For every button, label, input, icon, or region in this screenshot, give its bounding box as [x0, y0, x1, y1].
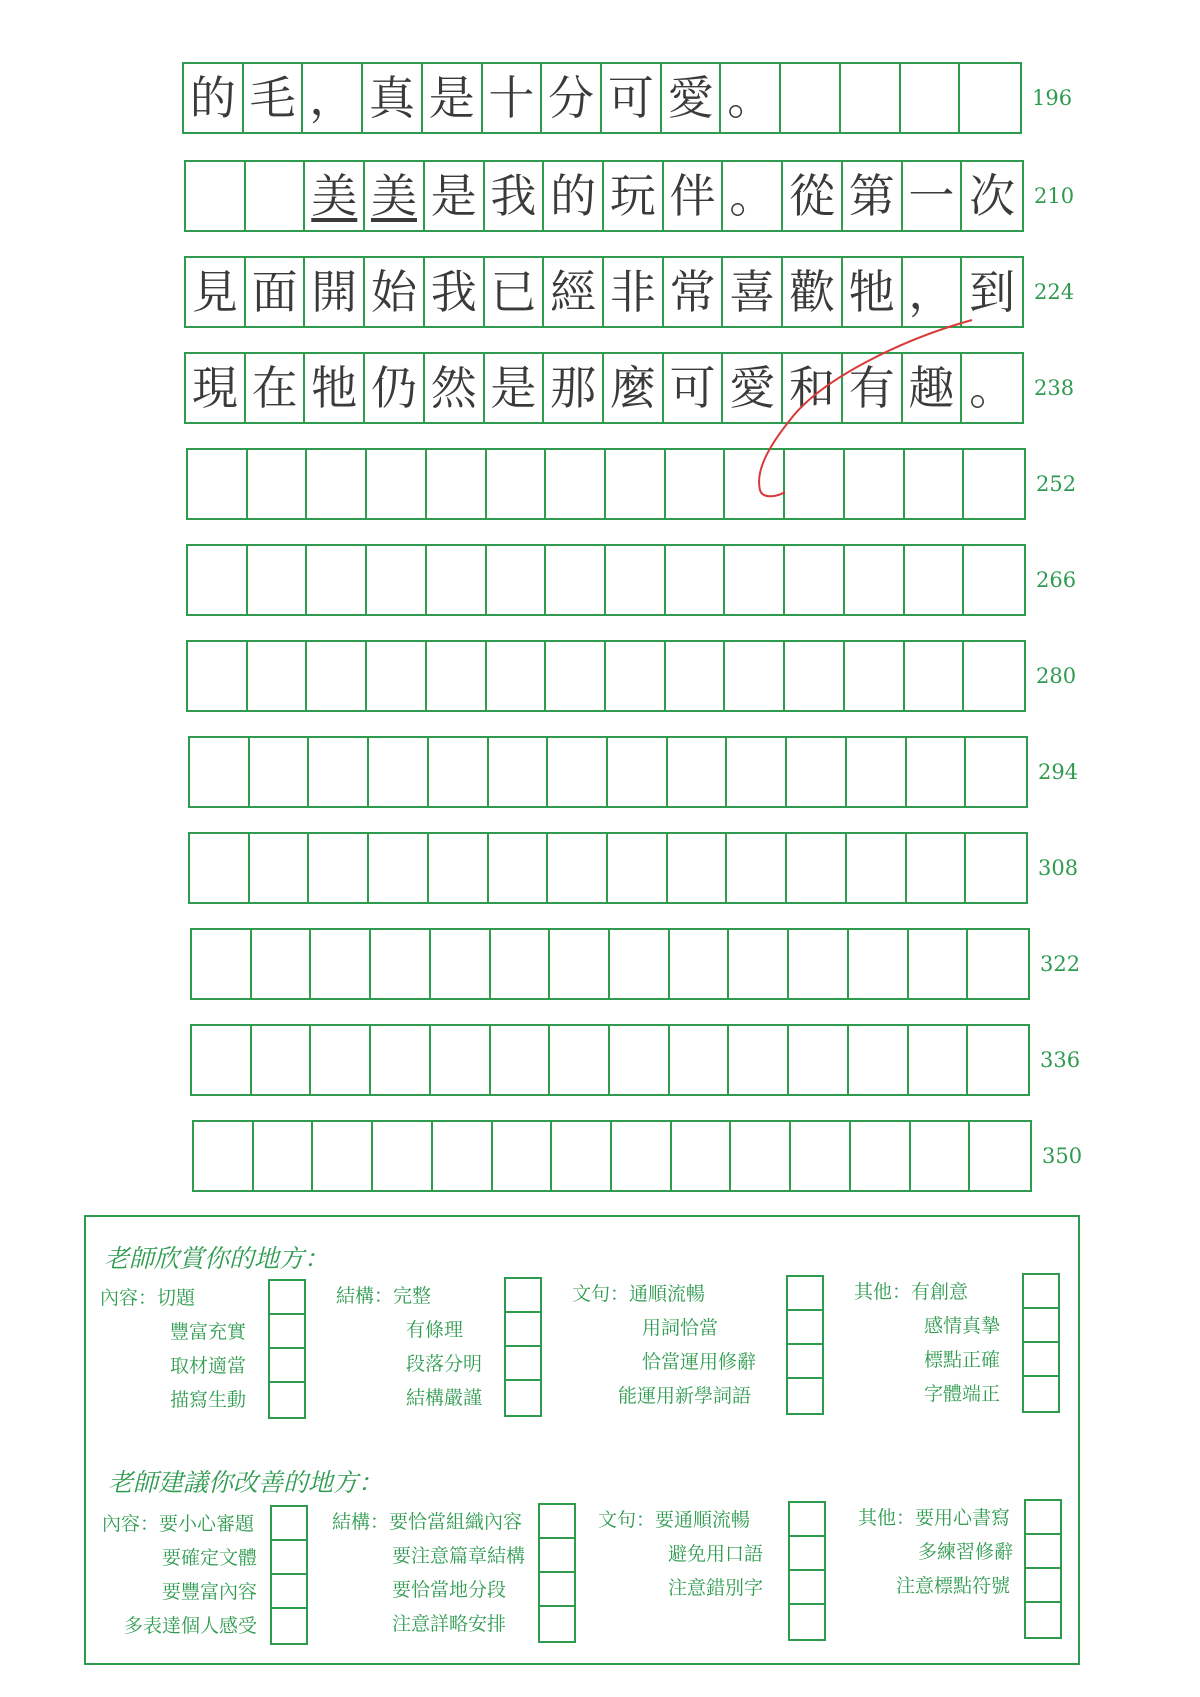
grid-cell: 美 [305, 162, 365, 230]
appreciate-title: 老師欣賞你的地方： [104, 1244, 330, 1273]
grid-cell [729, 930, 789, 998]
grid-cell [909, 930, 969, 998]
grid-cell [546, 642, 606, 710]
checkbox[interactable] [272, 1507, 306, 1541]
grid-cell [546, 450, 606, 518]
grid-cell: 非 [604, 258, 664, 326]
grid-cell [252, 1026, 312, 1094]
grid-cell [192, 930, 252, 998]
checkbox[interactable] [788, 1379, 822, 1413]
grid-cell: 可 [602, 64, 662, 132]
grid-cell [666, 450, 726, 518]
grid-cell: 。 [721, 64, 781, 132]
grid-cell [369, 834, 429, 902]
grid-cell [729, 1026, 789, 1094]
grid-cell: 經 [544, 258, 604, 326]
grid-cell: 是 [423, 64, 483, 132]
grid-cell: 我 [425, 258, 485, 326]
grid-cell [309, 738, 369, 806]
improve-item: 注意詳略安排 [392, 1613, 507, 1635]
checkbox[interactable] [506, 1381, 540, 1415]
improve-item: 內容：要小心審題 [102, 1513, 255, 1535]
grid-cell: 已 [485, 258, 545, 326]
grid-cell [670, 1026, 730, 1094]
grid-cell [725, 546, 785, 614]
appreciate-item: 有條理 [406, 1319, 464, 1341]
grid-cell: 第 [843, 162, 903, 230]
grid-cell: 喜 [723, 258, 783, 326]
grid-cell [371, 930, 431, 998]
grid-row [190, 1024, 1030, 1096]
appreciate-item: 文句：通順流暢 [572, 1283, 706, 1305]
grid-cell [427, 546, 487, 614]
grid-cell [909, 1026, 969, 1094]
grid-cell [371, 1026, 431, 1094]
grid-cell [670, 930, 730, 998]
grid-cell [246, 162, 306, 230]
grid-cell [367, 642, 427, 710]
grid-cell [666, 546, 726, 614]
grid-cell [966, 738, 1026, 806]
grid-cell: 十 [483, 64, 543, 132]
grid-cell [851, 1122, 911, 1190]
grid-cell: 始 [365, 258, 425, 326]
grid-cell [252, 930, 312, 998]
improve-title: 老師建議你改善的地方： [108, 1468, 384, 1497]
grid-cell [668, 834, 728, 902]
grid-cell: 從 [783, 162, 843, 230]
checkbox[interactable] [506, 1279, 540, 1313]
grid-cell: 毛 [244, 64, 304, 132]
grid-cell: 愛 [723, 354, 783, 422]
grid-row [190, 928, 1030, 1000]
improve-item: 要確定文體 [162, 1547, 258, 1569]
grid-cell [608, 738, 668, 806]
grid-cell [493, 1122, 553, 1190]
grid-cell [186, 162, 246, 230]
grid-cell [727, 738, 787, 806]
grid-cell [369, 738, 429, 806]
row-char-count: 224 [1034, 280, 1075, 304]
improve-item: 文句：要通順流暢 [598, 1509, 751, 1531]
grid-cell: 愛 [662, 64, 722, 132]
checkbox-column [268, 1279, 306, 1419]
grid-cell [727, 834, 787, 902]
grid-cell [548, 738, 608, 806]
grid-row [188, 736, 1028, 808]
grid-cell: 次 [969, 169, 1016, 223]
appreciate-item: 描寫生動 [170, 1389, 247, 1411]
grid-cell: 歡 [783, 258, 843, 326]
grid-cell [789, 930, 849, 998]
grid-cell [901, 64, 961, 132]
grid-cell [427, 450, 487, 518]
checkbox[interactable] [270, 1315, 304, 1349]
appreciate-item: 段落分明 [406, 1353, 483, 1375]
grid-cell [194, 1122, 254, 1190]
grid-cell [190, 834, 250, 902]
grid-row [184, 352, 1024, 424]
grid-cell [307, 546, 367, 614]
grid-cell: 。 [969, 361, 1016, 415]
checkbox-column [538, 1503, 576, 1643]
grid-cell: 是 [425, 162, 485, 230]
grid-row [186, 544, 1026, 616]
grid-cell [367, 546, 427, 614]
grid-cell [907, 834, 967, 902]
grid-cell: ， [903, 258, 963, 326]
appreciate-item: 其他：有創意 [854, 1281, 969, 1303]
checkbox[interactable] [790, 1537, 824, 1571]
checkbox[interactable] [1024, 1309, 1058, 1343]
grid-cell [429, 738, 489, 806]
grid-cell [787, 738, 847, 806]
grid-cell [433, 1122, 493, 1190]
grid-cell: 見 [186, 258, 246, 326]
grid-cell [849, 930, 909, 998]
grid-cell [431, 930, 491, 998]
improve-item: 要豐富內容 [162, 1581, 258, 1603]
grid-cell [845, 546, 905, 614]
grid-cell [785, 642, 845, 710]
appreciate-item: 取材適當 [170, 1355, 247, 1377]
grid-cell [672, 1122, 732, 1190]
appreciate-item: 字體端正 [924, 1383, 1001, 1405]
row-char-count: 336 [1040, 1048, 1081, 1072]
grid-row [184, 256, 1024, 328]
grid-cell: 現 [186, 354, 246, 422]
grid-cell [431, 1026, 491, 1094]
grid-cell [785, 546, 845, 614]
grid-row [192, 1120, 1032, 1192]
grid-cell [254, 1122, 314, 1190]
grid-cell [487, 546, 547, 614]
grid-cell [911, 1122, 971, 1190]
grid-cell [313, 1122, 373, 1190]
grid-cell [725, 450, 785, 518]
grid-cell [307, 642, 367, 710]
grid-cell: 有 [843, 354, 903, 422]
checkbox[interactable] [272, 1541, 306, 1575]
grid-cell [849, 1026, 909, 1094]
grid-row [182, 62, 1022, 134]
grid-cell: 和 [783, 354, 843, 422]
grid-cell [606, 450, 666, 518]
grid-cell: 常 [664, 258, 724, 326]
grid-cell: 牠 [305, 354, 365, 422]
row-char-count: 294 [1038, 760, 1079, 784]
improve-item: 多表達個人感受 [124, 1615, 258, 1637]
grid-cell: 玩 [604, 162, 664, 230]
grid-cell: 開 [305, 258, 365, 326]
grid-cell: 仍 [365, 354, 425, 422]
grid-cell [791, 1122, 851, 1190]
grid-cell: 到 [969, 265, 1016, 319]
checkbox[interactable] [1024, 1377, 1058, 1411]
grid-cell [552, 1122, 612, 1190]
appreciate-item: 感情真摯 [924, 1315, 1001, 1337]
checkbox-column [786, 1275, 824, 1415]
checkbox[interactable] [788, 1311, 822, 1345]
grid-cell: 。 [723, 162, 783, 230]
grid-cell [606, 642, 666, 710]
grid-cell: 可 [664, 354, 724, 422]
grid-cell [847, 834, 907, 902]
grid-cell [248, 546, 308, 614]
grid-cell: 伴 [664, 162, 724, 230]
row-char-count: 350 [1042, 1144, 1083, 1168]
row-char-count: 252 [1036, 472, 1077, 496]
grid-cell [248, 642, 308, 710]
checkbox[interactable] [272, 1575, 306, 1609]
grid-cell [970, 1122, 1030, 1190]
grid-cell: 的 [184, 64, 244, 132]
checkbox-column [1022, 1273, 1060, 1413]
grid-cell [606, 546, 666, 614]
grid-cell [311, 930, 371, 998]
checkbox[interactable] [1026, 1603, 1060, 1637]
grid-cell [968, 930, 1028, 998]
row-char-count: 196 [1032, 86, 1073, 110]
appreciate-item: 結構：完整 [336, 1285, 432, 1307]
checkbox[interactable] [1026, 1501, 1060, 1535]
checkbox-column [1024, 1499, 1062, 1639]
grid-cell [725, 642, 785, 710]
grid-cell [548, 834, 608, 902]
grid-cell [847, 738, 907, 806]
row-char-count: 266 [1036, 568, 1077, 592]
appreciate-item: 結構嚴謹 [406, 1387, 483, 1409]
grid-cell [610, 930, 670, 998]
grid-cell [550, 930, 610, 998]
grid-cell [192, 1026, 252, 1094]
grid-cell: 分 [542, 64, 602, 132]
appreciate-item: 內容：切題 [100, 1287, 196, 1309]
grid-cell [250, 834, 310, 902]
checkbox[interactable] [1026, 1569, 1060, 1603]
grid-cell [905, 546, 965, 614]
row-char-count: 210 [1034, 184, 1075, 208]
grid-cell [666, 642, 726, 710]
checkbox[interactable] [790, 1605, 824, 1639]
grid-cell: 我 [485, 162, 545, 230]
grid-cell: 美 [365, 162, 425, 230]
row-char-count: 308 [1038, 856, 1079, 880]
grid-cell: 面 [246, 258, 306, 326]
checkbox[interactable] [540, 1607, 574, 1641]
grid-cell [491, 930, 551, 998]
checkbox[interactable] [540, 1505, 574, 1539]
grid-cell [489, 738, 549, 806]
grid-cell: 在 [246, 354, 306, 422]
grid-cell: 是 [485, 354, 545, 422]
grid-cell [190, 738, 250, 806]
grid-cell [546, 546, 606, 614]
appreciate-item: 豐富充實 [170, 1321, 247, 1343]
checkbox[interactable] [506, 1313, 540, 1347]
grid-cell: 的 [544, 162, 604, 230]
appreciate-item: 標點正確 [924, 1349, 1001, 1371]
grid-cell [487, 642, 547, 710]
grid-cell [960, 64, 1020, 132]
grid-cell [188, 546, 248, 614]
checkbox-column [788, 1501, 826, 1641]
grid-cell [188, 642, 248, 710]
checkbox[interactable] [506, 1347, 540, 1381]
appreciate-item: 恰當運用修辭 [642, 1351, 757, 1373]
grid-cell [489, 834, 549, 902]
grid-row [184, 160, 1024, 232]
grid-cell: 真 [363, 64, 423, 132]
grid-cell [550, 1026, 610, 1094]
grid-cell [964, 546, 1024, 614]
checkbox[interactable] [270, 1383, 304, 1417]
grid-cell [968, 1026, 1028, 1094]
improve-item: 注意標點符號 [896, 1575, 1011, 1597]
improve-item: 避免用口語 [668, 1543, 764, 1565]
grid-cell [905, 642, 965, 710]
grid-cell [845, 642, 905, 710]
grid-cell [248, 450, 308, 518]
grid-cell [907, 738, 967, 806]
improve-item: 要注意篇章結構 [392, 1545, 526, 1567]
grid-cell: ， [303, 64, 363, 132]
checkbox[interactable] [1024, 1343, 1058, 1377]
checkbox[interactable] [270, 1349, 304, 1383]
grid-cell [841, 64, 901, 132]
grid-cell [668, 738, 728, 806]
grid-cell [250, 738, 310, 806]
grid-cell [188, 450, 248, 518]
grid-cell: 牠 [843, 258, 903, 326]
checkbox[interactable] [790, 1571, 824, 1605]
grid-cell [610, 1026, 670, 1094]
checkbox[interactable] [272, 1609, 306, 1643]
evaluation-panel [84, 1215, 1080, 1665]
grid-cell [966, 834, 1026, 902]
improve-item: 結構：要恰當組織內容 [332, 1511, 523, 1533]
improve-item: 注意錯別字 [668, 1577, 764, 1599]
grid-cell: 然 [425, 354, 485, 422]
grid-row [186, 640, 1026, 712]
grid-cell [311, 1026, 371, 1094]
appreciate-item: 能運用新學詞語 [618, 1385, 752, 1407]
improve-item: 要恰當地分段 [392, 1579, 507, 1601]
row-char-count: 322 [1040, 952, 1081, 976]
checkbox[interactable] [540, 1539, 574, 1573]
grid-cell [845, 450, 905, 518]
checkbox[interactable] [1024, 1275, 1058, 1309]
checkbox-column [504, 1277, 542, 1417]
row-char-count: 280 [1036, 664, 1077, 688]
improve-item: 其他：要用心書寫 [858, 1507, 1011, 1529]
grid-cell [309, 834, 369, 902]
appreciate-item: 用詞恰當 [642, 1317, 719, 1339]
grid-cell [785, 450, 845, 518]
grid-cell [608, 834, 668, 902]
grid-cell [429, 834, 489, 902]
checkbox[interactable] [540, 1573, 574, 1607]
grid-cell [964, 642, 1024, 710]
grid-row [186, 448, 1026, 520]
grid-cell [307, 450, 367, 518]
grid-cell [905, 450, 965, 518]
checkbox[interactable] [1026, 1535, 1060, 1569]
grid-cell [789, 1026, 849, 1094]
grid-cell [373, 1122, 433, 1190]
checkbox-column [270, 1505, 308, 1645]
grid-cell [491, 1026, 551, 1094]
grid-cell: 那 [544, 354, 604, 422]
checkbox[interactable] [270, 1281, 304, 1315]
improve-item: 多練習修辭 [918, 1541, 1014, 1563]
grid-cell [731, 1122, 791, 1190]
grid-cell [427, 642, 487, 710]
grid-cell [787, 834, 847, 902]
grid-cell: 趣 [903, 354, 963, 422]
grid-cell: 麼 [604, 354, 664, 422]
checkbox[interactable] [788, 1345, 822, 1379]
checkbox[interactable] [788, 1277, 822, 1311]
grid-cell [487, 450, 547, 518]
grid-cell: 一 [903, 162, 963, 230]
grid-cell [612, 1122, 672, 1190]
grid-cell [367, 450, 427, 518]
row-char-count: 238 [1034, 376, 1075, 400]
grid-cell [781, 64, 841, 132]
checkbox[interactable] [790, 1503, 824, 1537]
grid-cell [964, 450, 1024, 518]
grid-row [188, 832, 1028, 904]
